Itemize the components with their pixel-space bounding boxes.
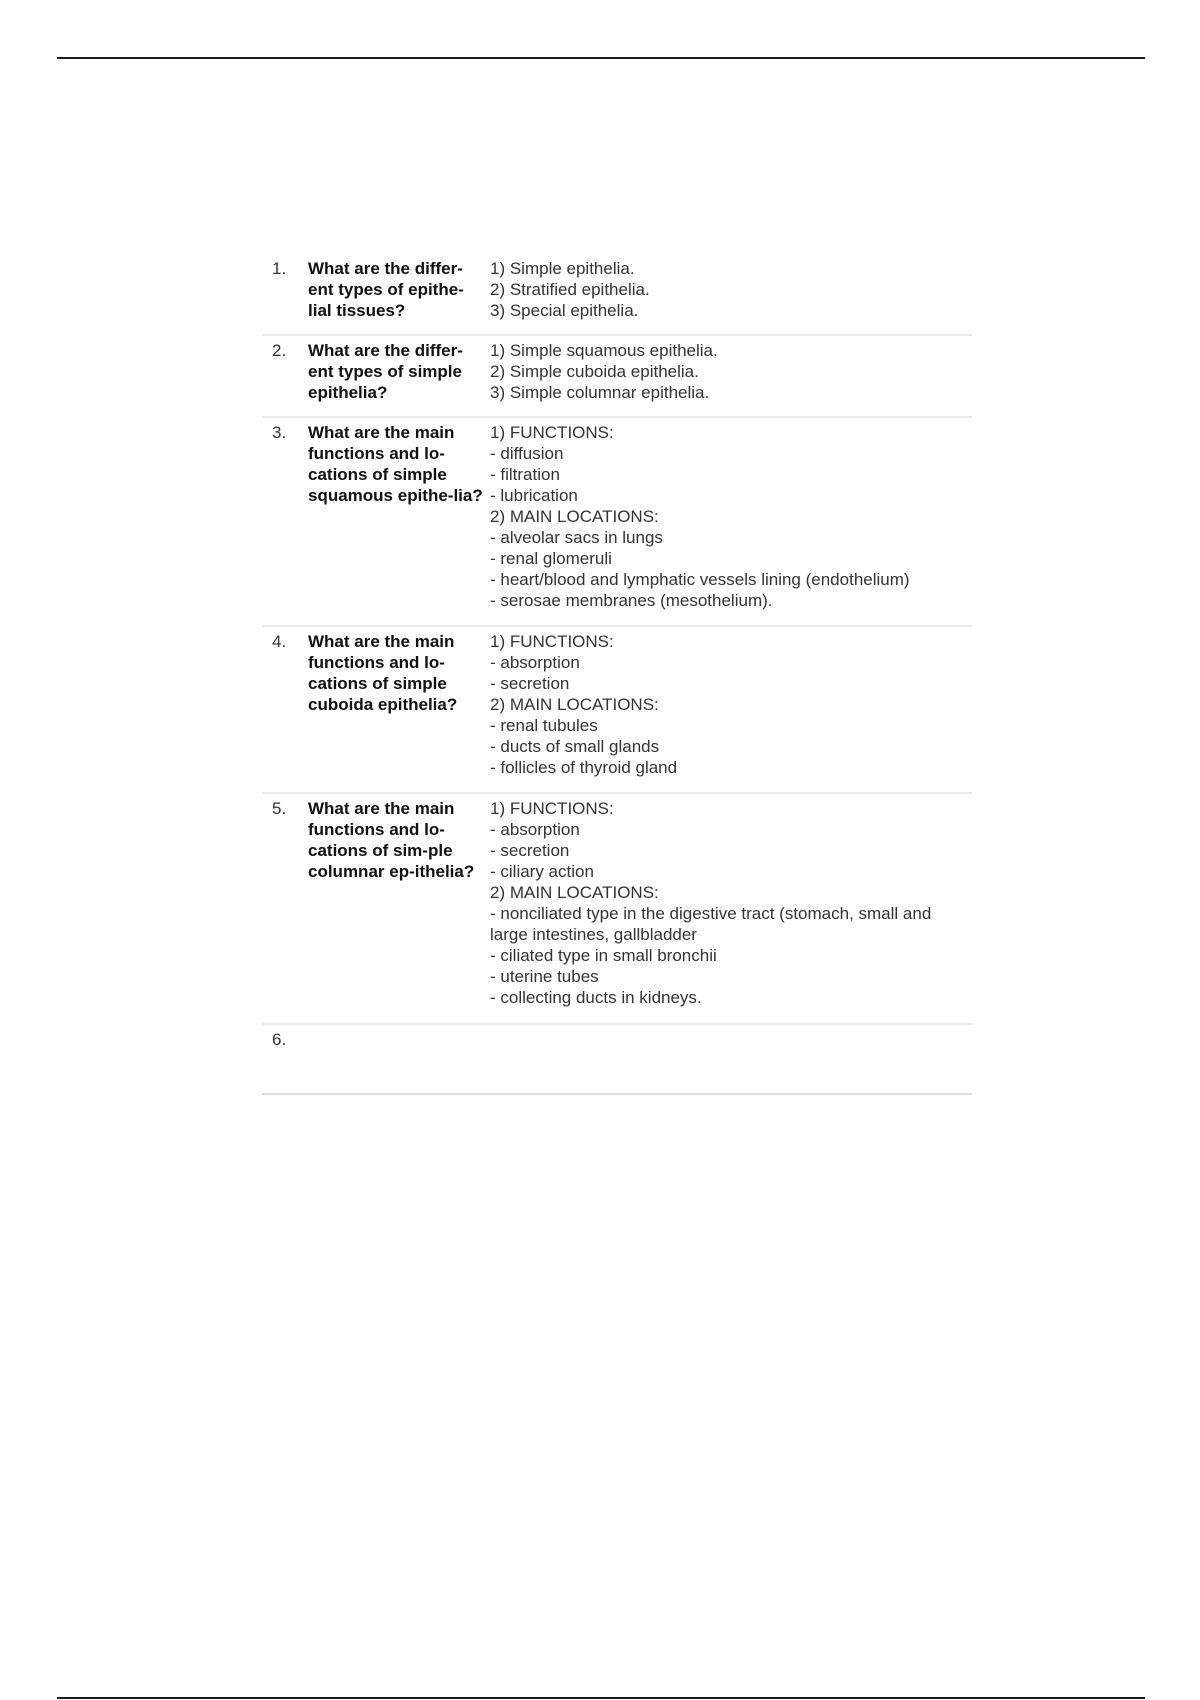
answer-line: - renal glomeruli [490,549,612,568]
answer-line: - secretion [490,841,570,860]
answer-line: 1) FUNCTIONS: [490,423,614,442]
flashcard-table [262,254,972,1095]
table-row [262,1025,972,1095]
answer-line: - follicles of thyroid gland [490,758,678,777]
row-number: 5. [272,799,287,818]
answer-line: 2) Simple cuboida epithelia. [490,362,699,381]
answer-line: 2) Stratified epithelia. [490,280,650,299]
answer-cell [490,422,972,625]
table-row [262,627,972,794]
answer-cell [490,1029,972,1093]
answer-cell [490,631,972,792]
answer-line: - renal tubules [490,716,598,735]
answer-line: 1) Simple squamous epithelia. [490,341,718,360]
answer-line: - serosae membranes (mesothelium). [490,591,773,610]
answer-line: - absorption [490,820,580,839]
answer-line: - heart/blood and lymphatic vessels lining (endothelium) [490,570,910,589]
row-number: 2. [272,341,287,360]
answer-cell [490,798,972,1023]
question-cell: What are the main functions and lo-cations of sim-ple columnar ep-ithelia? [308,799,475,881]
footer-rule [57,1697,1145,1699]
question-cell: What are the differ-ent types of simple epithelia? [308,341,463,402]
answer-line: 2) MAIN LOCATIONS: [490,507,659,526]
answer-line: 1) FUNCTIONS: [490,632,614,651]
answer-line: 2) MAIN LOCATIONS: [490,695,659,714]
row-number: 1. [272,259,287,278]
answer-line: - collecting ducts in kidneys. [490,988,702,1007]
header-rule [57,57,1145,59]
answer-line: 1) Simple epithelia. [490,259,635,278]
question-cell: What are the differ-ent types of epithe-lial tissues? [308,259,464,320]
row-number: 6. [272,1030,287,1049]
question-cell: What are the main functions and lo-cations of simple cuboida epithelia? [308,632,458,714]
table-row [262,254,972,336]
answer-line: - secretion [490,674,570,693]
answer-line: 3) Simple columnar epithelia. [490,383,710,402]
answer-line: - lubrication [490,486,578,505]
answer-line: - nonciliated type in the digestive tract (stomach, small and large intestines, gallbladder [490,904,932,944]
question-cell [308,1029,490,1093]
question-cell: What are the main functions and lo-cations of simple squamous epithe-lia? [308,423,483,505]
answer-line: - ciliary action [490,862,594,881]
answer-line: 2) MAIN LOCATIONS: [490,883,659,902]
answer-line: - filtration [490,465,560,484]
answer-line: - diffusion [490,444,564,463]
row-number: 4. [272,632,287,651]
answer-cell [490,340,972,416]
answer-cell [490,258,972,334]
answer-line: - ciliated type in small bronchii [490,946,717,965]
answer-line: - ducts of small glands [490,737,660,756]
answer-line: - uterine tubes [490,967,599,986]
answer-line: 1) FUNCTIONS: [490,799,614,818]
answer-line: 3) Special epithelia. [490,301,639,320]
answer-line: - alveolar sacs in lungs [490,528,663,547]
answer-line: - absorption [490,653,580,672]
row-number: 3. [272,423,287,442]
table-row [262,336,972,418]
table-row [262,794,972,1025]
table-row [262,418,972,627]
